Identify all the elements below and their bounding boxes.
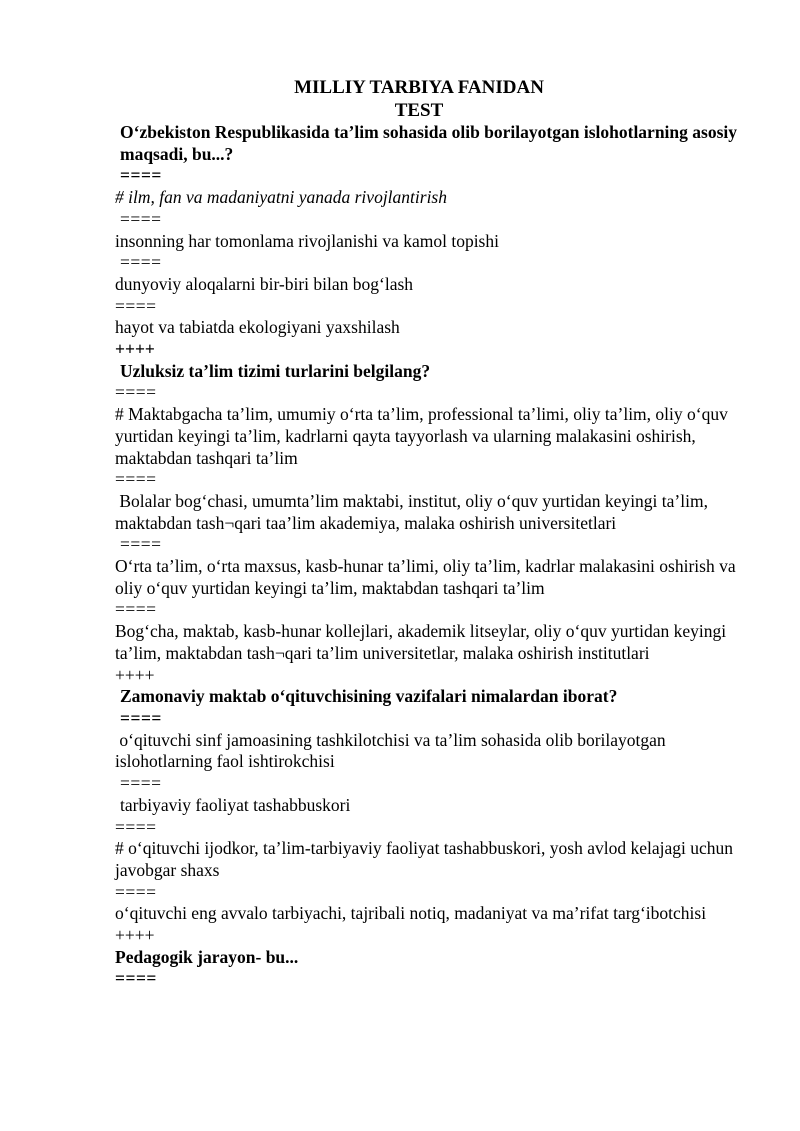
separator: ==== xyxy=(120,773,162,794)
separator: ==== xyxy=(115,968,157,989)
separator: ==== xyxy=(120,707,162,728)
answer-option: insonning har tomonlama rivojlanishi va kamol topishi xyxy=(115,230,499,251)
answer-option: tarbiyaviy faoliyat tashabbuskori xyxy=(120,794,351,815)
answer-option: Bolalar bog‘chasi, umumta’lim maktabi, institut, oliy o‘quv yurtidan keyingi ta’lim, maktabdan tash¬qari taa’lim akademiya, malaka oshirish universitetlari xyxy=(115,490,713,533)
document-title xyxy=(95,76,743,122)
answer-option: # Maktabgacha ta’lim, umumiy o‘rta ta’lim, professional ta’limi, oliy ta’lim, oliy o‘quv yurtidan keyingi ta’lim, kadrlarni qayta tayyorlash va ularning malakasini oshirish, maktabdan tashqari ta’lim xyxy=(115,404,728,468)
separator: ==== xyxy=(120,534,162,555)
question-separator: ++++ xyxy=(115,664,155,685)
answer-option: dunyoviy aloqalarni bir-biri bilan bog‘lash xyxy=(115,273,414,294)
answer-option: Bog‘cha, maktab, kasb-hunar kollejlari, akademik litseylar, oliy o‘quv yurtidan keyingi ta’lim, maktabdan tash¬qari ta’lim universitetlar, malaka oshirish institutlari xyxy=(115,621,727,663)
separator: ==== xyxy=(115,382,157,403)
separator: ==== xyxy=(120,252,162,273)
separator: ==== xyxy=(115,599,157,620)
answer-option: hayot va tabiatda ekologiyani yaxshilash xyxy=(115,317,400,338)
separator: ==== xyxy=(115,295,157,316)
answer-option: o‘qituvchi sinf jamoasining tashkilotchisi va ta’lim sohasida olib borilayotgan islohotlarning faol ishtirokchisi xyxy=(115,729,671,772)
question: Zamonaviy maktab o‘qituvchisining vazifalari nimalardan iborat? xyxy=(120,686,618,707)
title-line-2: TEST xyxy=(394,100,444,121)
answer-option: O‘rta ta’lim, o‘rta maxsus, kasb-hunar ta’limi, oliy ta’lim, kadrlar malakasini oshirish va oliy o‘quv yurtidan keyingi ta’lim, maktabdan tashqari ta’lim xyxy=(115,556,736,598)
test-content xyxy=(115,122,743,990)
separator: ==== xyxy=(115,881,157,902)
separator: ==== xyxy=(120,208,162,229)
answer-option: o‘qituvchi eng avvalo tarbiyachi, tajribali notiq, madaniyat va ma’rifat targ‘ibotchisi xyxy=(115,903,707,924)
answer-option: # o‘qituvchi ijodkor, ta’lim-tarbiyaviy faoliyat tashabbuskori, yosh avlod kelajagi uchun javobgar shaxs xyxy=(115,838,733,880)
question-separator: ++++ xyxy=(115,339,155,360)
title-line-1: MILLIY TARBIYA FANIDAN xyxy=(294,77,544,98)
question: Pedagogik jarayon- bu... xyxy=(115,946,299,967)
question: Uzluksiz ta’lim tizimi turlarini belgilang? xyxy=(120,360,431,381)
separator: ==== xyxy=(120,165,162,186)
separator: ==== xyxy=(115,469,157,490)
question-separator: ++++ xyxy=(115,925,155,946)
answer-option: # ilm, fan va madaniyatni yanada rivojlantirish xyxy=(115,187,447,208)
separator: ==== xyxy=(115,816,157,837)
question: O‘zbekiston Respublikasida ta’lim sohasida olib borilayotgan islohotlarning asosiy maqsadi, bu...? xyxy=(120,122,738,164)
